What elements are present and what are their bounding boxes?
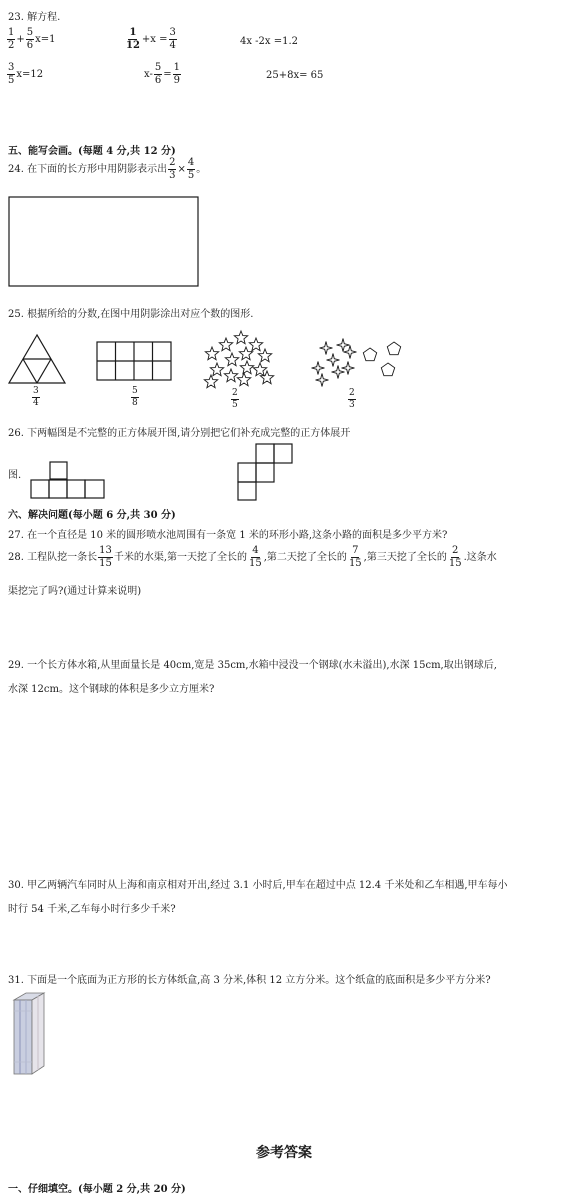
q28-part: ,第三天挖了全长的 [363,552,447,563]
star-shape [327,354,340,367]
star-shape [205,347,218,360]
star-shape [240,361,253,374]
frac-num: 7 [352,545,359,556]
q25-caption-1 [32,387,40,408]
q27-text: 27. 在一个直径是 10 米的圆形喷水池周围有一条宽 1 米的环形小路,这条小路的面积是多少平方米? [8,530,448,541]
star-shape [237,373,250,386]
frac-den: 15 [448,558,462,569]
frac-num: 5 [26,27,34,38]
frac-num: 3 [8,62,15,73]
q28-part: ,第二天挖了全长的 [263,552,347,563]
frac-den: 2 [8,40,15,51]
frac-num: 3 [33,386,39,396]
q26-net-1 [31,462,104,498]
section-5-title: 五、能写会画。(每题 4 分,共 12 分) [8,146,176,157]
q28-line2: 渠挖完了吗?(通过计算来说明) [8,586,142,597]
frac-num: 2 [452,545,459,556]
q24-post: 。 [196,164,207,175]
q30-line1: 30. 甲乙两辆汽车同时从上海和南京相对开出,经过 3.1 小时后,甲车在超过中点 12.4 千米处和乙车相遇,甲车每小 [8,880,508,891]
frac-num: 2 [349,388,355,398]
answers-title: 参考答案 [256,1145,312,1161]
op: × [177,164,186,175]
frac-num: 1 [129,27,137,38]
q26-line1: 26. 下两幅图是不完整的正方体展开图,请分别把它们补充成完整的正方体展开 [8,428,351,439]
frac-den: 15 [348,558,362,569]
q25-triangle-figure [9,335,65,383]
frac-den: 6 [26,40,34,51]
frac-den: 4 [33,398,39,408]
q24-pre: 24. 在下面的长方形中用阴影表示出 [8,164,168,175]
eq-rest: x=12 [16,69,44,80]
star-shape [239,347,252,360]
eq-pre: x- [144,69,153,80]
q30-line2: 时行 54 千米,乙车每小时行多少千米? [8,904,176,915]
frac-num: 2 [232,388,238,398]
frac-den: 3 [169,170,176,181]
star-shape [253,363,266,376]
star-shape [210,363,223,376]
star-shape [224,369,237,382]
section-6-title: 六、解决问题(每小题 6 分,共 30 分) [8,510,176,521]
star-shape [312,362,325,375]
q25-caption-4 [348,389,356,410]
q28-part: .这条水 [463,552,497,563]
q23-eq3: 4x -2x =1.2 [240,36,299,47]
q25-stars-pentagons-figure [312,339,401,387]
q24-rectangle [9,197,198,286]
eq-rest: x=1 [35,34,56,45]
q28-part: 千米的水渠,第一天挖了全长的 [113,552,248,563]
q23-label: 23. 解方程. [8,12,61,23]
q25-stars-figure [204,331,273,388]
q25-caption-3 [231,389,239,410]
q26-line2: 图. [8,470,22,481]
frac-num: 5 [154,62,162,73]
q28-line1 [8,546,497,569]
q29-line2: 水深 12cm。这个钢球的体积是多少立方厘米? [8,684,215,695]
q31-box-image [14,993,44,1074]
q31-text: 31. 下面是一个底面为正方形的长方体纸盒,高 3 分米,体积 12 立方分米。这个纸盒的底面积是多少平方分米? [8,975,491,986]
q23-eq6: 25+8x= 65 [266,70,324,81]
frac-den: 15 [249,558,262,569]
frac-num: 4 [187,157,195,168]
q25-grid-figure [97,342,171,380]
frac-num: 4 [252,545,259,556]
star-shape [219,338,232,351]
q25-text: 25. 根据所给的分数,在图中用阴影涂出对应个数的图形. [8,309,254,320]
q29-line1: 29. 一个长方体水箱,从里面量长是 40cm,宽是 35cm,水箱中浸没一个钢球(水未溢出),水深 15cm,取出钢球后, [8,660,497,671]
frac-den: 5 [8,75,15,86]
frac-den: 6 [154,75,162,86]
pentagon-shape [363,348,376,361]
eq-mid: +x = [141,34,168,45]
pentagon-shape [381,363,394,376]
star-shape [260,371,273,384]
frac-den: 4 [169,40,176,51]
frac-num: 5 [132,386,138,396]
frac-den: 5 [187,170,195,181]
q28-part: 28. 工程队挖一条长 [8,552,98,563]
answers-subtitle: 一、仔细填空。(每小题 2 分,共 20 分) [8,1184,186,1195]
frac-num: 2 [169,157,176,168]
pentagon-shape [387,342,400,355]
frac-den: 15 [99,558,112,569]
star-shape [344,346,357,359]
q26-net-2 [238,444,292,500]
frac-den: 5 [232,400,238,410]
star-shape [316,374,329,387]
frac-num: 1 [173,62,180,73]
frac-den: 9 [173,75,180,86]
frac-num: 13 [99,545,112,556]
star-shape [337,339,350,352]
eq-mid: = [163,69,172,80]
frac-den: 12 [126,40,140,51]
star-shape [225,353,238,366]
q25-caption-2 [131,387,139,408]
star-shape [249,338,262,351]
star-shape [204,375,217,388]
op: + [16,34,25,45]
frac-num: 1 [8,27,15,38]
star-shape [320,342,333,355]
frac-den: 3 [349,400,355,410]
star-shape [234,331,247,344]
frac-num: 3 [169,27,176,38]
frac-den: 8 [132,398,138,408]
